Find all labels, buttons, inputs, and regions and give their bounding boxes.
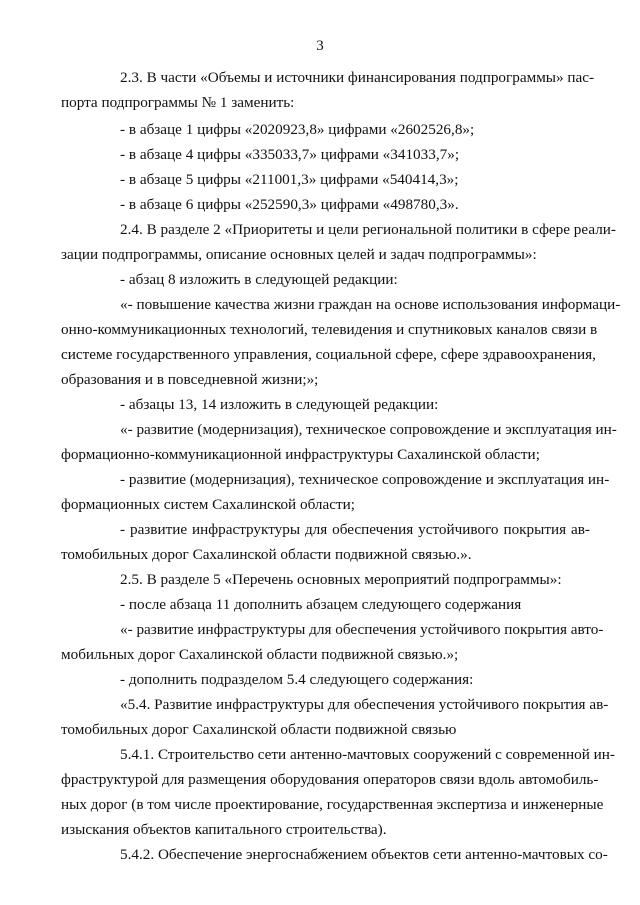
text-line: «5.4. Развитие инфраструктуры для обеспечения устойчивого покрытия ав- <box>120 696 609 713</box>
text-line: 2.4. В разделе 2 «Приоритеты и цели региональной политики в сфере реали- <box>120 221 616 238</box>
text-line: - развитие инфраструктуры для обеспечения устойчивого покрытия ав- <box>120 521 590 538</box>
text-line: фраструктурой для размещения оборудования операторов связи вдоль автомобиль- <box>61 771 599 788</box>
text-line: ных дорог (в том числе проектирование, государственная экспертиза и инженерные <box>61 796 604 813</box>
text-line: мобильных дорог Сахалинской области подвижной связью.»; <box>61 646 459 663</box>
text-line: образования и в повседневной жизни;»; <box>61 371 319 388</box>
text-line: «- повышение качества жизни граждан на основе использования информаци- <box>120 296 621 313</box>
text-line: - в абзаце 4 цифры «335033,7» цифрами «341033,7»; <box>120 146 460 163</box>
text-line: - в абзаце 1 цифры «2020923,8» цифрами «2602526,8»; <box>120 121 475 138</box>
text-line: - развитие (модернизация), техническое сопровождение и эксплуатация ин- <box>120 471 610 488</box>
text-line: 5.4.2. Обеспечение энергоснабжением объектов сети антенно-мачтовых со- <box>120 846 608 863</box>
text-line: - абзацы 13, 14 изложить в следующей редакции: <box>120 396 439 413</box>
text-line: порта подпрограммы № 1 заменить: <box>61 94 295 111</box>
text-line: томобильных дорог Сахалинской области подвижной связью <box>61 721 457 738</box>
text-line: - в абзаце 5 цифры «211001,3» цифрами «540414,3»; <box>120 171 459 188</box>
text-line: - после абзаца 11 дополнить абзацем следующего содержания <box>120 596 522 613</box>
text-line: - в абзаце 6 цифры «252590,3» цифрами «498780,3». <box>120 196 459 213</box>
text-line: - абзац 8 изложить в следующей редакции: <box>120 271 398 288</box>
page-number: 3 <box>316 38 324 54</box>
text-line: системе государственного управления, социальной сфере, сфере здравоохранения, <box>61 346 596 363</box>
text-line: 2.5. В разделе 5 «Перечень основных мероприятий подпрограммы»: <box>120 571 562 588</box>
text-line: изыскания объектов капитального строительства). <box>61 821 387 838</box>
text-line: 5.4.1. Строительство сети антенно-мачтовых сооружений с современной ин- <box>120 746 615 763</box>
text-line: зации подпрограммы, описание основных целей и задач подпрограммы»: <box>61 246 537 263</box>
text-line: «- развитие (модернизация), техническое сопровождение и эксплуатация ин- <box>120 421 617 438</box>
text-line: онно-коммуникационных технологий, телевидения и спутниковых каналов связи в <box>61 321 598 338</box>
text-line: - дополнить подразделом 5.4 следующего содержания: <box>120 671 474 688</box>
text-line: томобильных дорог Сахалинской области подвижной связью.». <box>61 546 472 563</box>
text-line: формационных систем Сахалинской области; <box>61 496 355 513</box>
text-line: 2.3. В части «Объемы и источники финансирования подпрограммы» пас- <box>120 69 595 86</box>
text-line: «- развитие инфраструктуры для обеспечения устойчивого покрытия авто- <box>120 621 604 638</box>
text-line: формационно-коммуникационной инфраструктуры Сахалинской области; <box>61 446 540 463</box>
